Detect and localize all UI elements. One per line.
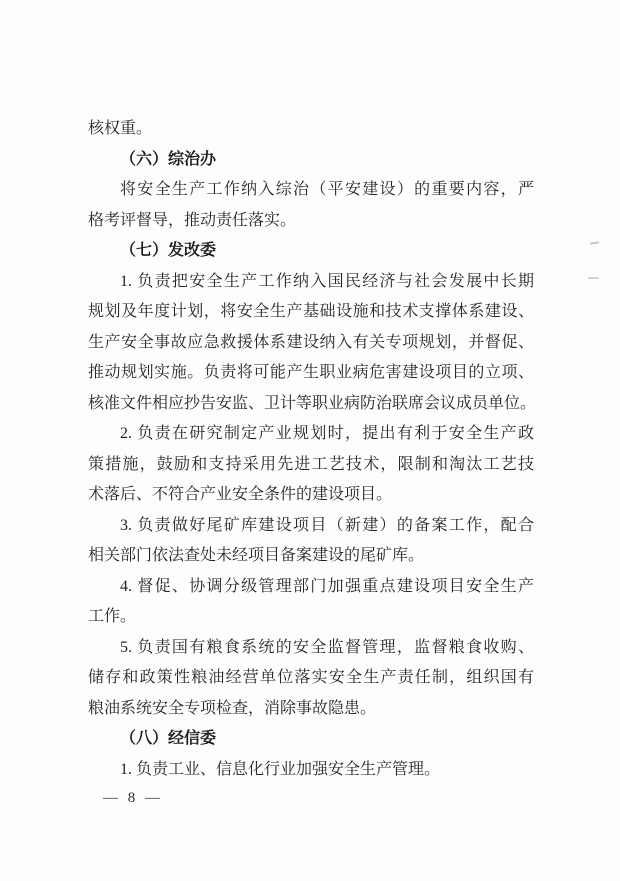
text-block	[88, 114, 537, 785]
text-line: 4. 督促、协调分级管理部门加强重点建设项目安全生产	[120, 577, 534, 595]
section-heading: （六）综治办	[120, 150, 217, 168]
section-heading: （七）发改委	[120, 242, 217, 259]
text-line: 1. 负责把安全生产工作纳入国民经济与社会发展中长期	[120, 272, 534, 290]
text-line: 推动规划实施。负责将可能产生职业病危害建设项目的立项、	[88, 364, 534, 381]
page-number: — 8 —	[103, 790, 163, 806]
text-line: 工作。	[88, 608, 137, 625]
text-line: 核权重。	[88, 120, 153, 137]
text-line: 生产安全事故应急救援体系建设纳入有关专项规划，并督促、	[88, 333, 534, 351]
text-line: 将安全生产工作纳入综治（平安建设）的重要内容，严	[120, 181, 534, 198]
text-line: 储存和政策性粮油经营单位落实安全生产责任制，组织国有	[88, 669, 534, 686]
text-line: 3. 负责做好尾矿库建设项目（新建）的备案工作，配合	[120, 516, 534, 534]
text-line: 1. 负责工业、信息化行业加强安全生产管理。	[120, 760, 441, 778]
text-line: 规划及年度计划，将安全生产基础设施和技术支撑体系建设、	[88, 303, 534, 320]
section-heading: （八）经信委	[120, 730, 217, 747]
text-line: 粮油系统安全专项检查，消除事故隐患。	[88, 699, 377, 717]
text-line: 核准文件相应抄告安监、卫计等职业病防治联席会议成员单位。	[88, 394, 537, 412]
text-line: 策措施，鼓励和支持采用先进工艺技术，限制和淘汰工艺技	[88, 455, 534, 473]
scan-artifact	[588, 277, 599, 279]
text-line: 2. 负责在研究制定产业规划时，提出有利于安全生产政	[120, 425, 534, 442]
text-line: 5. 负责国有粮食系统的安全监督管理，监督粮食收购、	[120, 638, 534, 656]
scan-artifact	[590, 241, 599, 244]
text-line: 格考评督导，推动责任落实。	[88, 211, 297, 229]
text-line: 术落后、不符合产业安全条件的建设项目。	[88, 486, 393, 503]
text-line: 相关部门依法查处未经项目备案建设的尾矿库。	[88, 547, 425, 564]
